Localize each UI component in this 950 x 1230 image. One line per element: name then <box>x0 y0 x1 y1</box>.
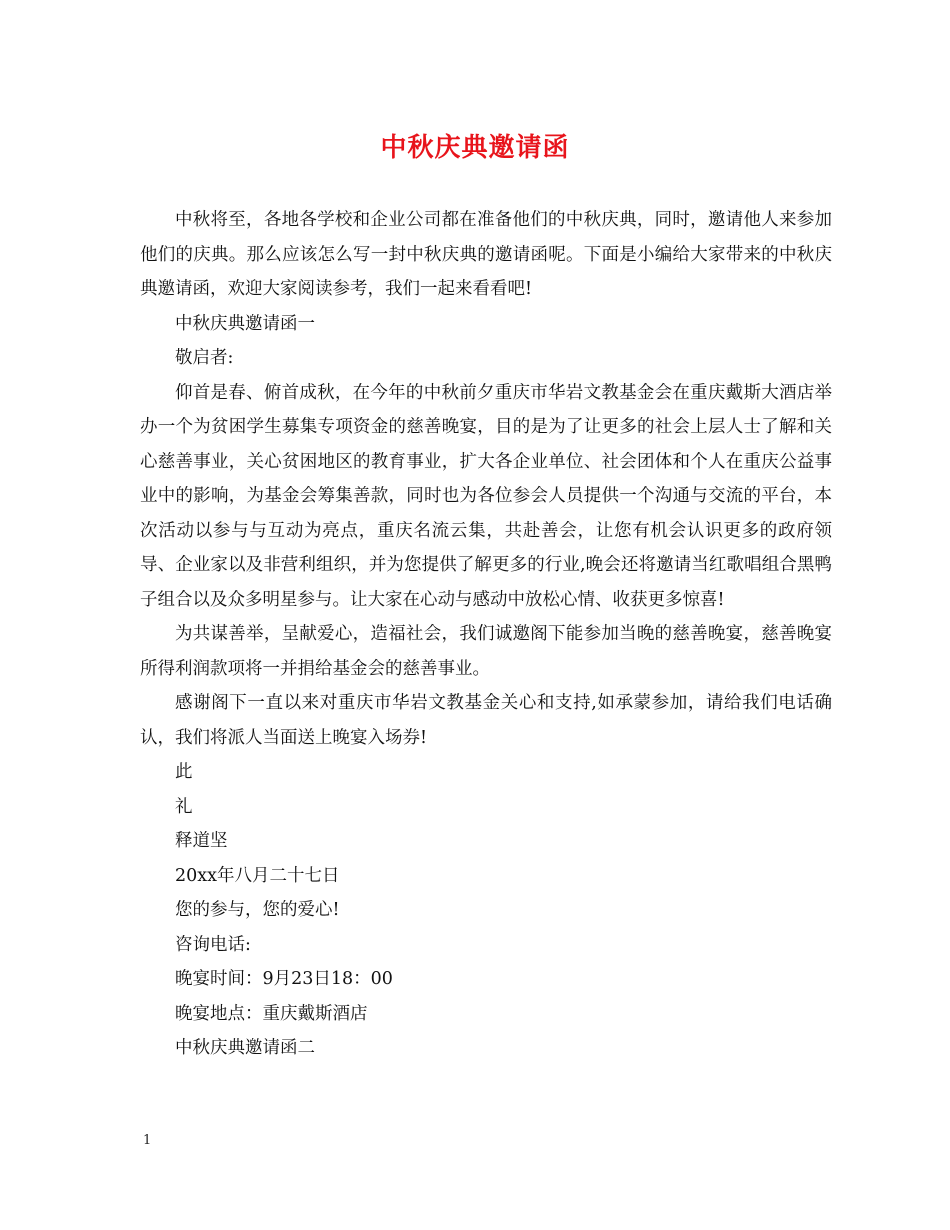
section-heading-2: 中秋庆典邀请函二 <box>175 1038 315 1058</box>
document-title: 中秋庆典邀请函 <box>380 133 570 163</box>
signature: 释道坚 <box>175 831 228 851</box>
appreciation-line: 您的参与，您的爱心! <box>175 900 340 920</box>
event-description-paragraph: 仰首是春、俯首成秋，在今年的中秋前夕重庆市华岩文教基金会在重庆戴斯大酒店举办一个为贫困学生募集专项资金的慈善晚宴，目的是为了让更多的社会上层人士了解和关心慈善事业，关心贫困地区的教育事业，扩大各企业单位、社会团体和个人在重庆公益事业中的影响，为基金会筹集善款，同时也为各位参会人员提供一个沟通与交流的平台，本次活动以参与与互动为亮点，重庆名流云集，共赴善会，让您有机会认识更多的政府领导、企业家以及非营利组织，并为您提供了解更多的行业,晚会还将邀请当红歌唱组合黑鸭子组合以及众多明星参与。让大家在心动与感动中放松心情、收获更多惊喜! <box>140 382 832 610</box>
intro-paragraph: 中秋将至，各地各学校和企业公司都在准备他们的中秋庆典，同时，邀请他人来参加他们的庆典。那么应该怎么写一封中秋庆典的邀请函呢。下面是小编给大家带来的中秋庆典邀请函，欢迎大家阅读参考，我们一起来看看吧! <box>140 210 832 299</box>
thanks-paragraph: 感谢阁下一直以来对重庆市华岩文教基金关心和支持,如承蒙参加，请给我们电话确认，我们将派人当面送上晚宴入场券! <box>140 693 832 748</box>
closing-line-2: 礼 <box>175 796 193 817</box>
closing-line-1: 此 <box>175 762 193 782</box>
salutation: 敬启者: <box>175 348 234 368</box>
section-heading-1: 中秋庆典邀请函一 <box>175 313 315 334</box>
invitation-paragraph: 为共谋善举，呈献爱心，造福社会，我们诚邀阁下能参加当晚的慈善晚宴，慈善晚宴所得利润款项将一并捐给基金会的慈善事业。 <box>140 624 832 679</box>
phone-line: 咨询电话: <box>175 934 251 955</box>
page-number: 1 <box>143 1133 152 1148</box>
document-body <box>140 203 832 1066</box>
date-line: 20xx年八月二十七日 <box>175 865 340 886</box>
banquet-location-line: 晚宴地点：重庆戴斯酒店 <box>175 1003 368 1024</box>
banquet-time-line: 晚宴时间：9月23日18：00 <box>175 969 393 989</box>
